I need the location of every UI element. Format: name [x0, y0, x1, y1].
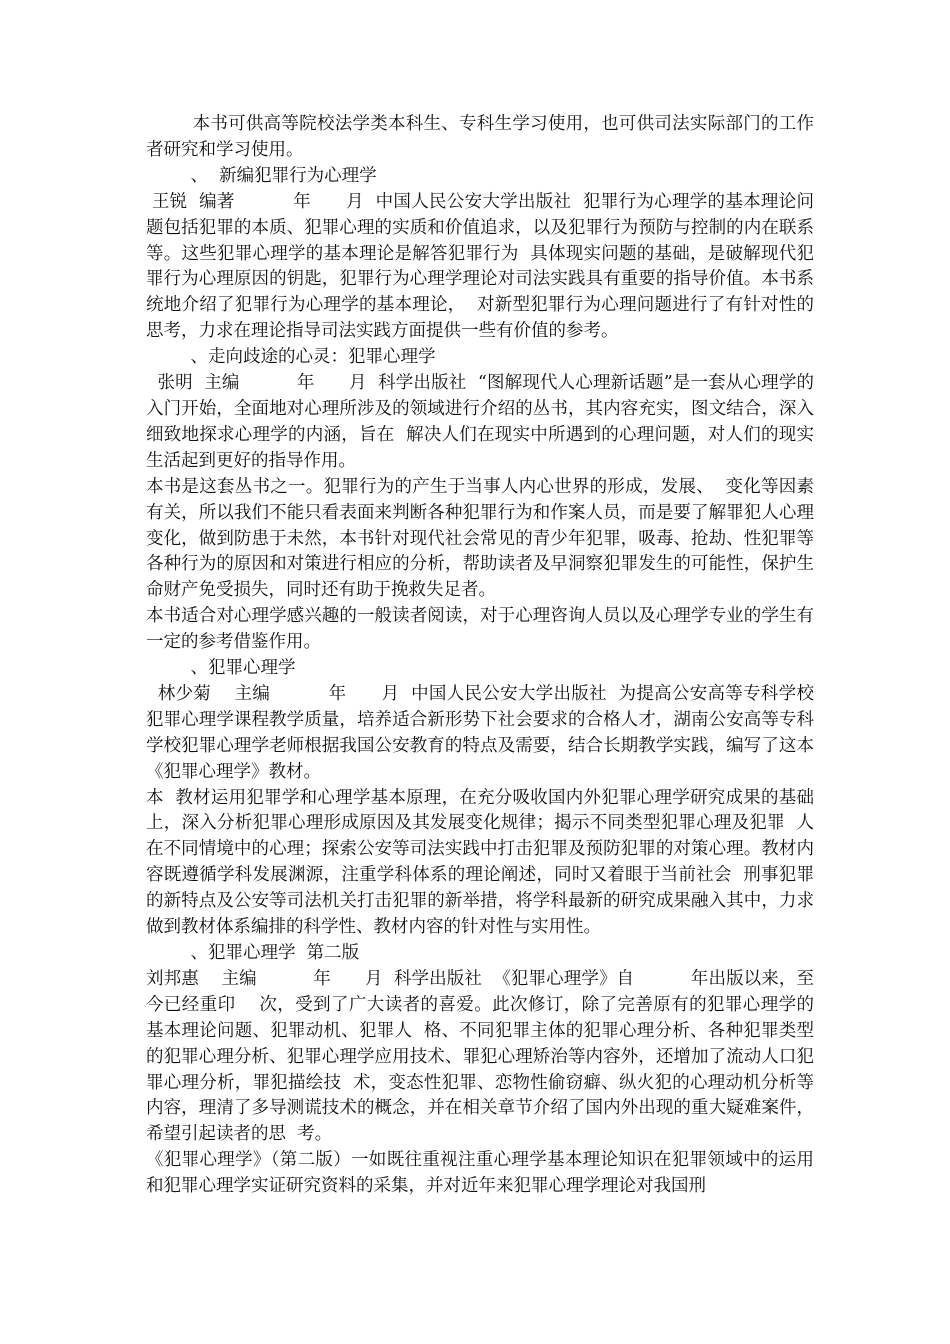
book-audience-zhang-ming: 本书适合对心理学感兴趣的一般读者阅读，对于心理咨询人员以及心理学专业的学生有一定的参考借鉴作用。 — [146, 606, 814, 653]
book-description-lin-shaoju: 林少菊 主编 年 月 中国人民公安大学出版社 为提高公安高等专科学校犯罪心理学课程教学质量，培养适合新形势下社会要求的合格人才，湖南公安高等专科学校犯罪心理学老师根据我国公安教育的特点及需要，结合长期教学实践，编写了这本《犯罪心理学》教材。 — [146, 683, 814, 782]
book-heading-criminal-psychology: 、犯罪心理学 — [146, 658, 296, 679]
book-description-liu-banghui-continued: 《犯罪心理学》（第二版）一如既往重视注重心理学基本理论知识在犯罪领域中的运用和犯罪心理学实证研究资料的采集，并对近年来犯罪心理学理论对我国刑 — [146, 1150, 814, 1197]
book-heading-astray-mind: 、走向歧途的心灵：犯罪心理学 — [146, 347, 436, 368]
book-description-liu-banghui: 刘邦惠 主编 年 月 科学出版社 《犯罪心理学》自 年出版以来，至今已经重印 次，受到了广大读者的喜爱。此次修订，除了完善原有的犯罪心理学的基本理论问题、犯罪动机、犯罪人 格、不同犯罪主体的犯罪心理分析、各种犯罪类型的犯罪心理分析、犯罪心理学应用技术、罪犯心理矫治等内容外，还增加了流动人口犯罪心理分析，罪犯描绘技 术，变态性犯罪、恋物性偷窃癖、纵火犯的心理动机分析等内容，理清了多导测谎技术的概念，并在相关章节介绍了国内外出现的重大疑难案件，希望引起读者的思 考。 — [146, 968, 814, 1145]
book-description-wang-rui: 王锐 编著 年 月 中国人民公安大学出版社 犯罪行为心理学的基本理论问题包括犯罪的本质、犯罪心理的实质和价值追求，以及犯罪行为预防与控制的内在联系等。这些犯罪心理学的基本理论是解答犯罪行为 具体现实问题的基础，是破解现代犯罪行为心理原因的钥匙，犯罪行为心理学理论对司法实践具有重要的指导价值。本书系统地介绍了犯罪行为心理学的基本理论， 对新型犯罪行为心理问题进行了有针对性的思考，力求在理论指导司法实践方面提供一些有价值的参考。 — [146, 191, 814, 342]
book-description-zhang-ming-continued: 本书是这套丛书之一。犯罪行为的产生于当事人内心世界的形成，发展、 变化等因素有关，所以我们不能只看表面来判断各种犯罪行为和作案人员，而是要了解罪犯人心理变化，做到防患于未然，本书针对现代社会常见的青少年犯罪，吸毒、抢劫、性犯罪等各种行为的原因和对策进行相应的分析，帮助读者及早洞察犯罪发生的可能性，保护生命财产免受损失，同时还有助于挽救失足者。 — [146, 476, 814, 601]
book-heading-criminal-psychology-second-edition: 、犯罪心理学 第二版 — [146, 943, 360, 963]
book-heading-new-criminal-behavior-psychology: 、 新编犯罪行为心理学 — [146, 165, 377, 186]
book-description-lin-shaoju-continued: 本 教材运用犯罪学和心理学基本原理，在充分吸收国内外犯罪心理学研究成果的基础上，深入分析犯罪心理形成原因及其发展变化规律；揭示不同类型犯罪心理及犯罪 人在不同情境中的心理；探索公安等司法实践中打击犯罪及预防犯罪的对策心理。教材内容既遵循学科发展渊源，注重学科体系的理论阐述，同时又着眼于当前社会 刑事犯罪的新特点及公安等司法机关打击犯罪的新举措，将学科最新的研究成果融入其中，力求做到教材体系编排的科学性、教材内容的针对性与实用性。 — [146, 787, 814, 938]
intro-paragraph: 本书可供高等院校法学类本科生、专科生学习使用，也可供司法实际部门的工作者研究和学习使用。 — [146, 114, 814, 160]
document-body — [146, 112, 814, 1200]
book-description-zhang-ming: 张明 主编 年 月 科学出版社 “图解现代人心理新话题”是一套从心理学的入门开始，全面地对心理所涉及的领域进行介绍的丛书，其内容充实，图文结合，深入细致地探求心理学的内涵，旨在 解决人们在现实中所遇到的心理问题，对人们的现实生活起到更好的指导作用。 — [146, 373, 814, 471]
